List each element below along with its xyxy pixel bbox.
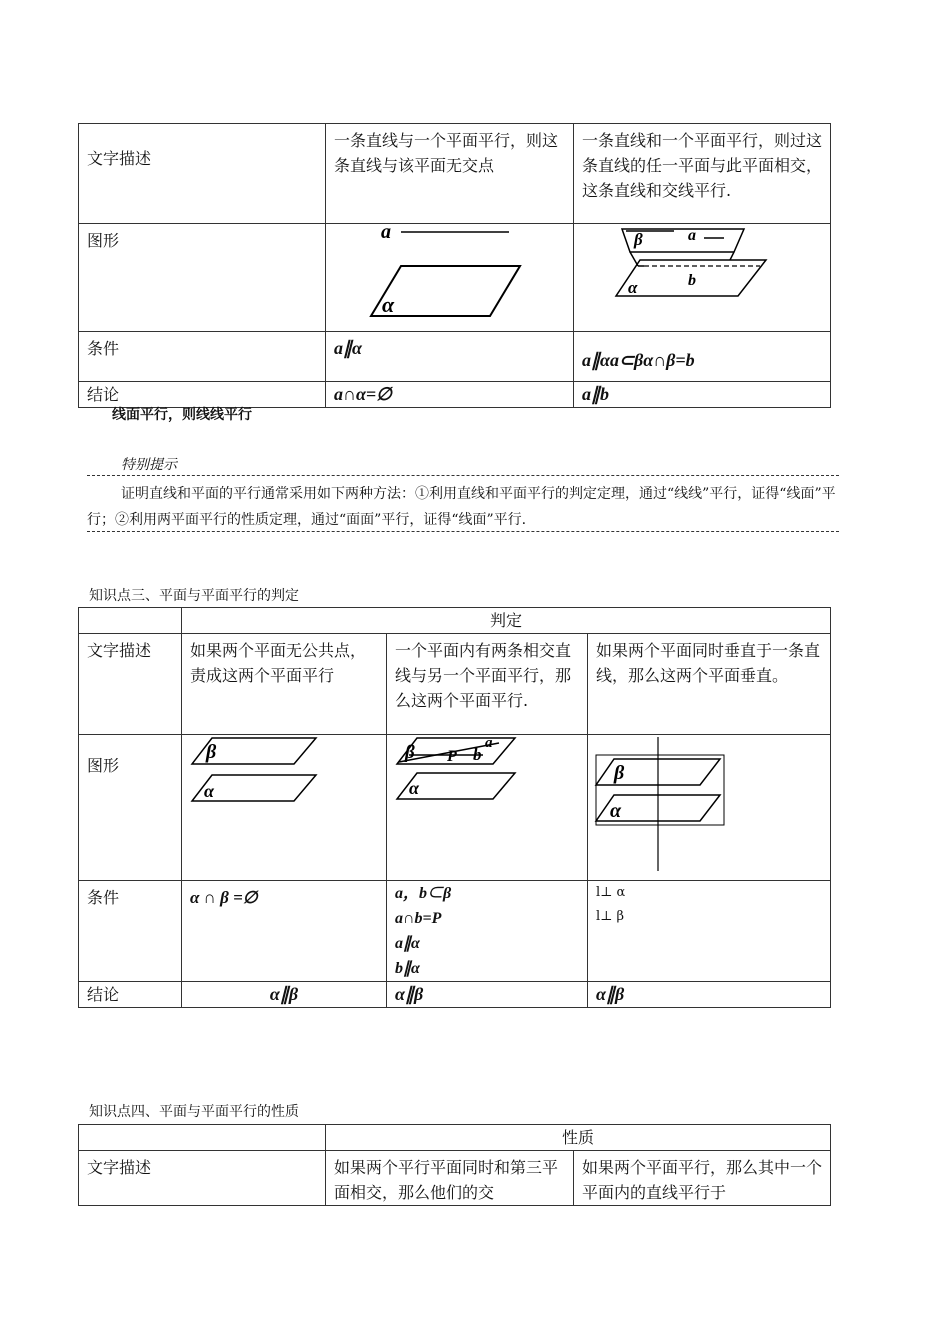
tip-title: 特别提示 — [121, 457, 177, 473]
condition-line: l⊥ β — [596, 909, 625, 924]
header-empty-cell — [79, 1125, 326, 1151]
fig-label-a: a — [688, 227, 696, 244]
fig-label-P: P — [447, 748, 457, 765]
row-label-condition: 条件 — [79, 332, 326, 382]
property-header: 性质 — [326, 1125, 831, 1151]
figure-cell — [182, 735, 387, 881]
conclusion-cell: a∥b — [574, 382, 831, 408]
row-label-conclusion: 结论 — [79, 382, 326, 408]
figure-cell — [326, 224, 574, 332]
row-label-conclusion: 结论 — [79, 982, 182, 1008]
perpendicular-line-planes-figure — [588, 735, 830, 873]
line-plane-property-table — [78, 123, 831, 408]
condition-line: a∥α — [395, 935, 420, 952]
condition-cell — [588, 881, 831, 982]
row-label-figure: 图形 — [79, 735, 182, 881]
fig-label-alpha: α — [628, 278, 638, 297]
description-cell: 如果两个平行平面同时和第三平面相交，那么他们的交 — [326, 1151, 574, 1206]
section3-heading: 知识点三、平面与平面平行的判定 — [89, 588, 299, 604]
tip-top-divider — [87, 475, 839, 476]
plane-parallel-criteria-table — [78, 607, 831, 1008]
criteria-header: 判定 — [182, 608, 831, 634]
condition-line: l⊥ α — [596, 885, 626, 900]
fig-label-alpha: α — [409, 778, 419, 798]
conclusion-cell: α∥β — [588, 982, 831, 1008]
row-label-description: 文字描述 — [79, 634, 182, 735]
row-label-condition: 条件 — [79, 881, 182, 982]
fig-label-alpha: α — [610, 800, 622, 822]
plane-parallel-property-table — [78, 1124, 831, 1206]
intersecting-lines-planes-figure — [387, 735, 587, 873]
figure-cell — [387, 735, 588, 881]
fig-label-a: a — [485, 735, 493, 751]
fig-label-b: b — [473, 745, 482, 764]
summary-text: 线面平行，则线线平行 — [112, 407, 252, 423]
fig-label-beta: β — [634, 230, 643, 249]
figure-cell — [588, 735, 831, 881]
description-cell: 一个平面内有两条相交直线与另一个平面平行，那么这两个平面平行. — [387, 634, 588, 735]
condition-cell: a∥α — [326, 332, 574, 382]
condition-cell — [387, 881, 588, 982]
plane-intersection-figure — [574, 224, 830, 324]
condition-line: b∥α — [395, 960, 420, 977]
description-cell: 一条直线和一个平面平行，则过这条直线的任一平面与此平面相交，这条直线和交线平行. — [574, 124, 831, 224]
condition-line: a∩b=P — [395, 910, 442, 927]
condition-cell: a∥αa⊂βα∩β=b — [574, 332, 831, 382]
section4-heading: 知识点四、平面与平面平行的性质 — [89, 1104, 299, 1120]
description-cell: 如果两个平面无公共点，责成这两个平面平行 — [182, 634, 387, 735]
row-label-description: 文字描述 — [79, 1151, 326, 1206]
fig-label-alpha: α — [382, 292, 395, 317]
fig-label-a: a — [381, 224, 391, 243]
fig-label-beta: β — [405, 742, 415, 763]
description-cell: 如果两个平面平行，那么其中一个平面内的直线平行于 — [574, 1151, 831, 1206]
fig-label-alpha: α — [204, 781, 214, 801]
conclusion-cell: α∥β — [182, 982, 387, 1008]
description-cell: 如果两个平面同时垂直于一条直线，那么这两个平面垂直。 — [588, 634, 831, 735]
condition-cell: α ∩ β =∅ — [182, 881, 387, 982]
fig-label-b: b — [688, 272, 696, 289]
conclusion-cell: α∥β — [387, 982, 588, 1008]
fig-label-beta: β — [614, 762, 625, 784]
conclusion-cell: a∩α=∅ — [326, 382, 574, 408]
line-parallel-plane-figure — [326, 224, 572, 324]
two-parallel-planes-figure — [182, 735, 386, 873]
row-label-description: 文字描述 — [79, 124, 326, 224]
row-label-figure: 图形 — [79, 224, 326, 332]
figure-cell — [574, 224, 831, 332]
tip-bottom-divider — [87, 531, 839, 532]
fig-label-beta: β — [206, 741, 217, 763]
tip-body: 证明直线和平面的平行通常采用如下两种方法：①利用直线和平面平行的判定定理，通过“线线”平行，证得“线面”平行；②利用两平面平行的性质定理，通过“面面”平行，证得“线面”平行. — [87, 486, 836, 528]
header-empty-cell — [79, 608, 182, 634]
description-cell: 一条直线与一个平面平行，则这条直线与该平面无交点 — [326, 124, 574, 224]
condition-line: a，b⊂β — [395, 885, 452, 902]
